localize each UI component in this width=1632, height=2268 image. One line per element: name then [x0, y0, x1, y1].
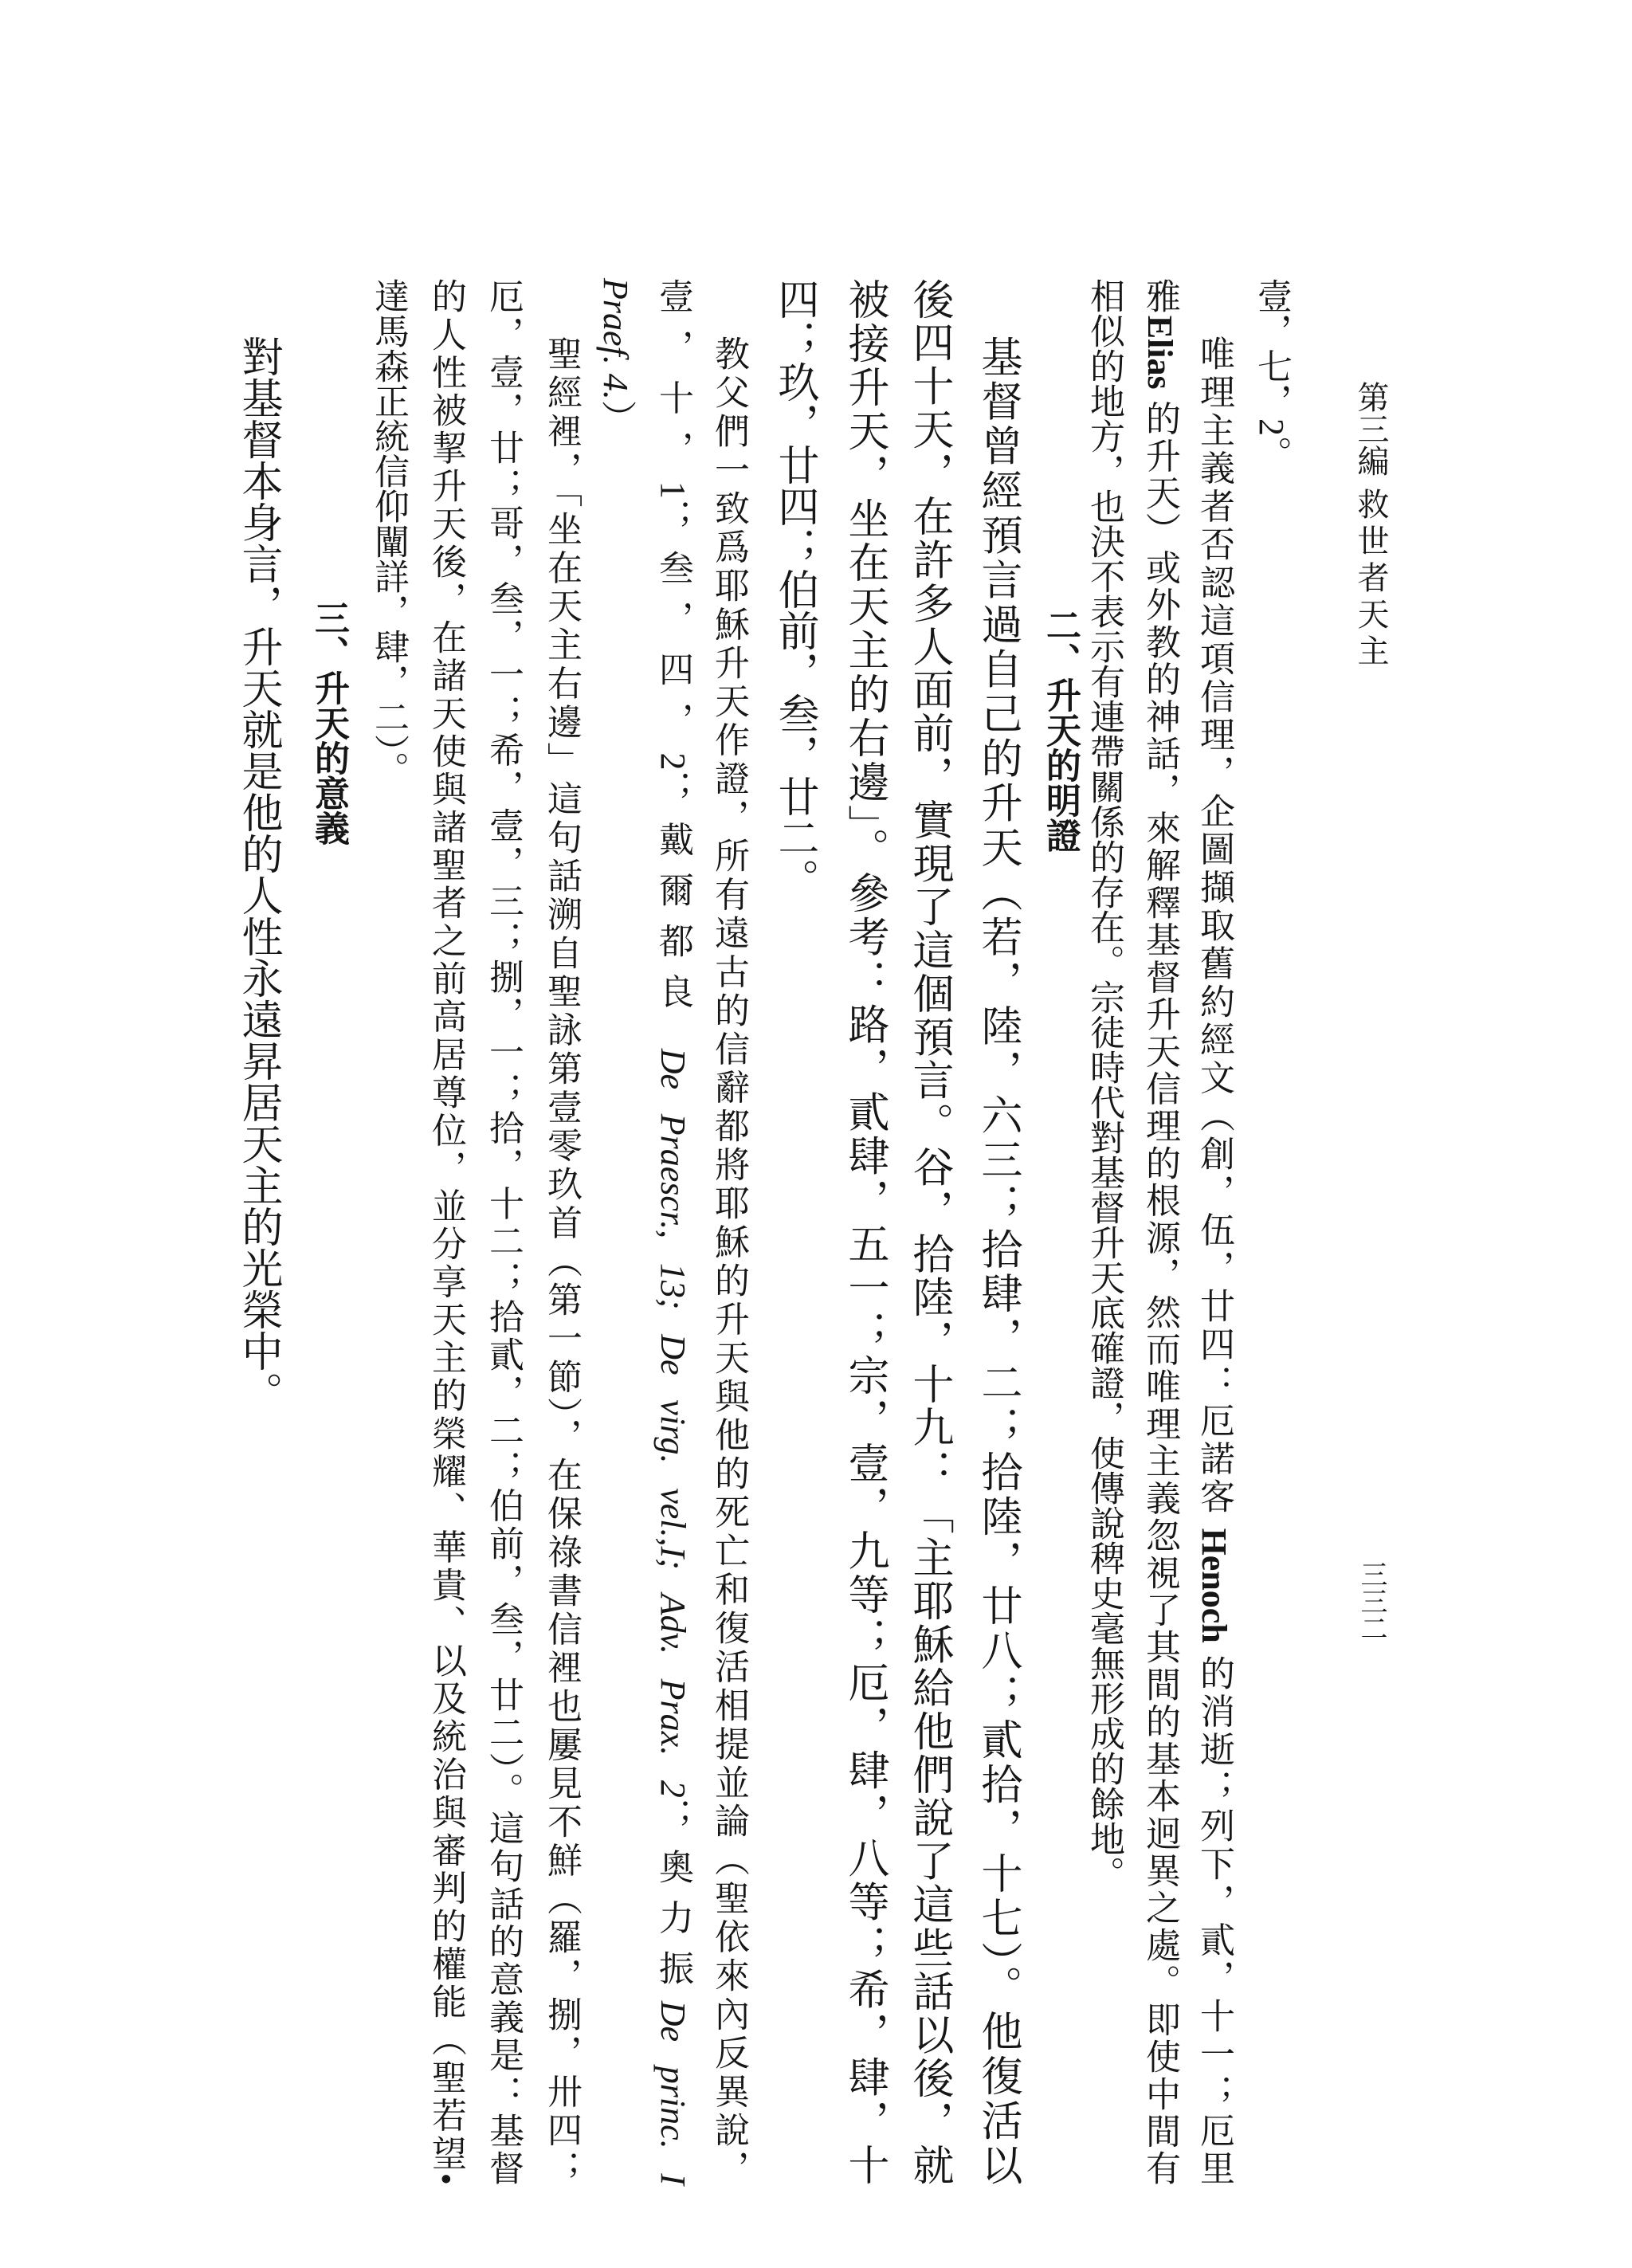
text-line: [1190, 335, 1238, 2185]
page-number: 三三二: [1356, 1560, 1386, 1642]
text-line: [479, 278, 527, 2185]
text-line: [537, 335, 585, 2185]
line-text: 雅: [1140, 278, 1179, 316]
latin-name-henoch: Henoch: [1195, 1528, 1234, 1643]
text-line-last: [1080, 278, 1128, 1891]
text-line: [649, 278, 696, 2185]
line-text: 的升天）或外教的神話，來解釋基督升天信理的根源，然而唯理主義忽視了其間的基本迥異之處。即使中間有: [1140, 389, 1179, 2186]
line-text: 唯理主義者否認這項信理，企圖擷取舊約經文（創，伍，廿四：厄諾客: [1195, 335, 1234, 1528]
section-heading: 二、升天的明證: [1041, 607, 1080, 853]
text-line-last: [230, 335, 284, 1413]
latin-name-elias: Elias: [1140, 315, 1179, 390]
header-title: 救世者天主: [1353, 488, 1389, 671]
text-line-last: [767, 278, 821, 900]
line-text: 厄，壹，廿；哥，叁，一；希，壹，三；捌，一；拾，十二；拾貳，二；伯前，叁，廿二）。這句話的意義是：基督: [484, 278, 523, 2185]
line-text: 達馬森正統信仰闡詳，肆，二）。: [369, 278, 408, 787]
line-text: 壹，十，1；叁，四，2；戴爾都良: [653, 278, 692, 1049]
text-line: [901, 278, 955, 2185]
latin-citation-origen: De princ. I: [653, 2000, 692, 2185]
line-text: ）: [596, 399, 635, 435]
line-text: 對基督本身言，升天就是他的人性永遠昇居天主的光榮中。: [235, 335, 280, 1413]
line-text: 相似的地方，也決不表示有連帶關係的存在。宗徒時代對基督升天底確證，使傳說稗史毫無形成的餘地。: [1085, 278, 1124, 1891]
text-line: [1136, 278, 1183, 2185]
latin-citation-tertullian: De Praescr., 13; De virg. vel.,I; Adv. Prax. 2: [653, 1048, 692, 1798]
line-text: 壹，七，2。: [1252, 278, 1291, 471]
header-part-label: 第三編: [1353, 381, 1389, 477]
line-text: 的消逝；列下，貳，十一；厄里: [1195, 1642, 1234, 2186]
text-line: [837, 278, 891, 2185]
line-text: 後四十天，在許多人面前，實現了這個預言。谷，拾陸，十九：「主耶穌給他們說了這些話以後，就: [906, 278, 951, 2185]
line-text: ；奧力振: [653, 1797, 692, 2001]
latin-citation-praef: Praef. 4.: [596, 278, 635, 400]
text-line: [970, 335, 1024, 2185]
line-text: 的人性被挈升天後，在諸天使與諸聖者之前高居尊位，並分享天主的榮耀、華貴、以及統治與審判的權能（聖若望•: [426, 278, 465, 2185]
text-line-last: [364, 278, 412, 787]
line-text: 四；玖，廿四；伯前，叁，廿二。: [771, 278, 817, 900]
line-text: 聖經裡，「坐在天主右邊」這句話溯自聖詠第壹零玖首（第一節），在保祿書信裡也屢見不鮮（羅，捌，卅四；: [542, 335, 581, 2185]
section-heading: 三、升天的意義: [309, 600, 348, 846]
line-text: 基督曾經預言過自己的升天（若，陸，六三；拾肆，二；拾陸，廿八；貳拾，十七）。他復活以: [975, 335, 1020, 2185]
continuation-line: [1247, 278, 1295, 471]
text-line: [422, 278, 469, 2185]
line-text: 被接升天，坐在天主的右邊」。參考：路，貳肆，五一；宗，壹，九等；厄，肆，八等；希，肆，十: [842, 278, 887, 2185]
line-text: 教父們一致爲耶穌升天作證，所有遠古的信辭都將耶穌的升天與他的死亡和復活相提並論（聖依來內反異說，: [709, 335, 748, 2185]
text-line-last: [591, 278, 639, 435]
text-line: [704, 335, 752, 2185]
